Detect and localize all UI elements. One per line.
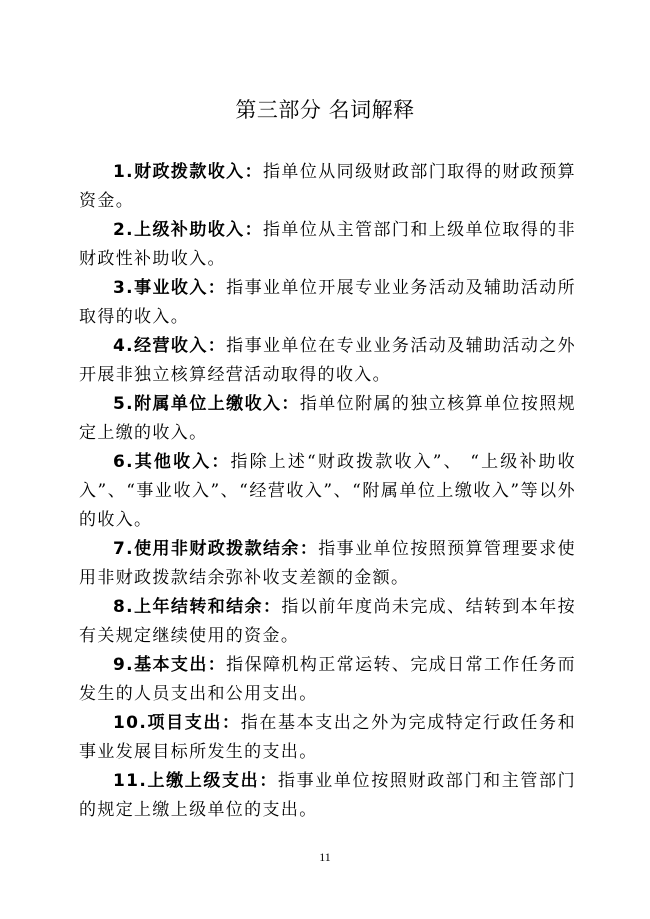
term-item [79,709,576,767]
term-definition: 指单位从同级财政部门取得的财政预算资金。 [79,162,576,211]
term-item [79,216,576,274]
term-number: 9. [113,655,134,675]
term-item [79,390,576,448]
term-item [79,448,576,535]
term-definition: 指事业单位开展专业业务活动及辅助活动所取得的收入。 [79,278,577,327]
term-name: 基本支出： [134,655,227,675]
term-list [79,158,576,825]
term-name: 事业收入： [134,278,227,298]
term-name: 财政拨款收入： [134,162,263,182]
term-number: 10. [113,713,148,733]
term-number: 7. [113,539,134,559]
term-name: 上级补助收入： [134,220,263,240]
term-definition: 指在基本支出之外为完成特定行政任务和事业发展目标所发生的支出。 [79,713,576,762]
term-definition: 指保障机构正常运转、完成日常工作任务而发生的人员支出和公用支出。 [79,655,577,704]
term-number: 5. [113,394,134,414]
term-item [79,535,576,593]
term-number: 8. [113,597,134,617]
page-number: 11 [319,850,331,864]
term-number: 4. [113,336,134,356]
term-name: 项目支出： [147,713,241,733]
term-item [79,767,576,825]
term-number: 11. [113,771,148,791]
term-number: 6. [113,452,134,472]
term-item [79,593,576,651]
term-definition: 指事业单位按照预算管理要求使用非财政拨款结余弥补收支差额的金额。 [79,539,576,588]
term-item [79,332,576,390]
term-name: 其他收入： [134,452,231,472]
term-definition: 指除上述“财政拨款收入”、 “上级补助收入”、“事业收入”、“经营收入”、“附属单位上缴收入”等以外的收入。 [79,452,576,530]
term-definition: 指单位从主管部门和上级单位取得的非财政性补助收入。 [79,220,576,269]
term-name: 上年结转和结余： [134,597,282,617]
term-item [79,274,576,332]
term-definition: 指事业单位按照财政部门和主管部门的规定上缴上级单位的支出。 [79,771,576,820]
term-definition: 指单位附属的独立核算单位按照规定上缴的收入。 [79,394,577,443]
term-number: 1. [113,162,134,182]
term-definition: 指以前年度尚未完成、结转到本年按有关规定继续使用的资金。 [79,597,576,646]
term-item [79,651,576,709]
page-title: 第三部分 名词解释 [235,98,415,122]
term-definition: 指事业单位在专业业务活动及辅助活动之外开展非独立核算经营活动取得的收入。 [79,336,577,385]
term-name: 附属单位上缴收入： [134,394,300,414]
term-name: 经营收入： [134,336,227,356]
term-name: 上缴上级支出： [147,771,278,791]
term-name: 使用非财政拨款结余： [134,539,319,559]
term-number: 2. [113,220,134,240]
term-number: 3. [113,278,134,298]
term-item [79,158,576,216]
